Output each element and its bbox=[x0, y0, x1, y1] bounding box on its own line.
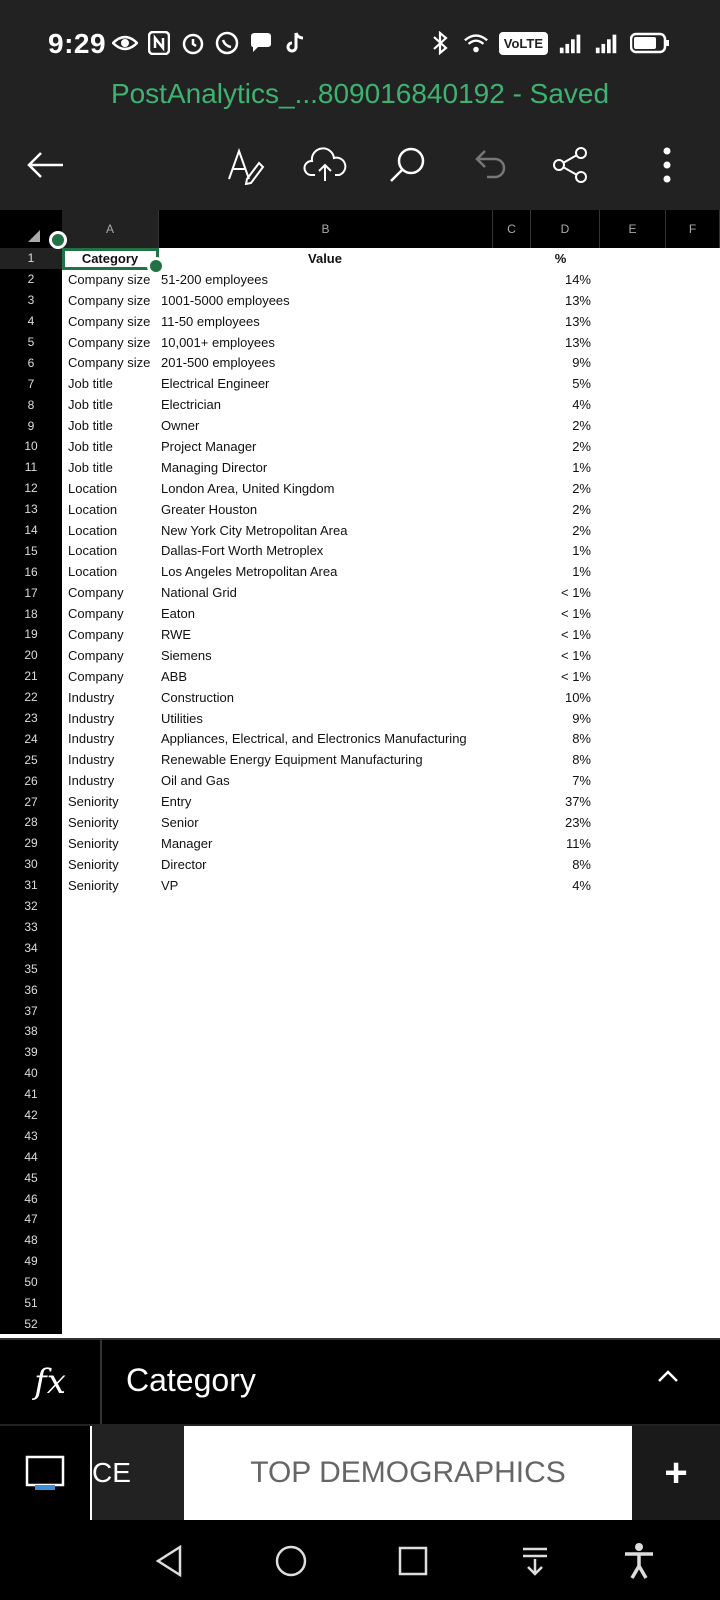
chat-icon bbox=[248, 30, 274, 56]
cell-b[interactable]: Eaton bbox=[161, 606, 195, 622]
search-button[interactable] bbox=[382, 140, 432, 190]
cell-b[interactable]: Project Manager bbox=[161, 438, 257, 454]
row-header[interactable]: 31 bbox=[24, 878, 38, 893]
cell-c[interactable]: < 1% bbox=[561, 585, 591, 601]
table-row bbox=[62, 332, 720, 353]
row-header[interactable]: 43 bbox=[24, 1128, 38, 1143]
cell-c[interactable]: 10% bbox=[564, 689, 591, 705]
cell-a[interactable]: Location bbox=[68, 522, 118, 538]
cell-a[interactable]: Company size bbox=[68, 292, 151, 308]
row-header[interactable]: 45 bbox=[24, 1170, 38, 1185]
undo-icon bbox=[469, 145, 509, 185]
cell-b[interactable]: 51-200 employees bbox=[161, 271, 268, 287]
sheet-list-button[interactable] bbox=[0, 1426, 90, 1520]
table-row bbox=[62, 749, 720, 770]
row-header[interactable]: 28 bbox=[24, 815, 38, 830]
table-row bbox=[62, 540, 720, 561]
status-bar bbox=[0, 0, 720, 80]
square-recents-icon bbox=[397, 1545, 429, 1577]
sheet-tab-previous[interactable]: CE bbox=[90, 1426, 184, 1520]
cell-a[interactable]: Industry bbox=[68, 773, 115, 789]
cell-c[interactable]: 5% bbox=[572, 376, 591, 392]
row-header[interactable]: 37 bbox=[24, 1003, 38, 1018]
cell-c[interactable]: 4% bbox=[572, 877, 591, 893]
table-row bbox=[62, 520, 720, 541]
cell-b[interactable]: Entry bbox=[161, 794, 192, 810]
formula-input[interactable]: Category bbox=[126, 1362, 256, 1398]
notification-icons bbox=[112, 30, 308, 56]
wifi-icon bbox=[463, 30, 489, 56]
cell-b[interactable]: Dallas-Fort Worth Metroplex bbox=[161, 543, 324, 559]
row-header[interactable]: 9 bbox=[27, 418, 35, 433]
row-header[interactable]: 32 bbox=[24, 899, 38, 914]
cell-c[interactable]: 1% bbox=[572, 459, 591, 475]
table-row bbox=[62, 687, 720, 708]
table-row bbox=[62, 770, 720, 791]
nav-notification-button[interactable] bbox=[510, 1536, 560, 1586]
table-row bbox=[62, 666, 720, 687]
row-header[interactable]: 47 bbox=[24, 1212, 38, 1227]
cell-a[interactable]: Location bbox=[68, 501, 118, 517]
more-vertical-icon bbox=[662, 147, 672, 183]
table-row bbox=[62, 499, 720, 520]
cell-b[interactable]: 11-50 employees bbox=[161, 313, 260, 329]
table-row bbox=[62, 478, 720, 499]
expand-formula-button[interactable] bbox=[656, 1368, 680, 1389]
undo-button[interactable] bbox=[464, 140, 514, 190]
spreadsheet-grid[interactable] bbox=[0, 210, 720, 1338]
row-header[interactable]: 14 bbox=[24, 523, 38, 538]
cell-c[interactable]: 13% bbox=[564, 334, 591, 350]
cell-b[interactable]: Manager bbox=[161, 835, 213, 851]
row-header[interactable]: 44 bbox=[24, 1149, 38, 1164]
cell-b[interactable]: RWE bbox=[161, 626, 192, 642]
cell-c[interactable]: 8% bbox=[572, 731, 591, 747]
cell-a[interactable]: Industry bbox=[68, 710, 115, 726]
cell-a[interactable]: Seniority bbox=[68, 794, 119, 810]
row-header[interactable]: 48 bbox=[24, 1233, 38, 1248]
cell-b[interactable]: Director bbox=[161, 856, 207, 872]
cell-c[interactable]: 8% bbox=[572, 856, 591, 872]
row-header[interactable]: 7 bbox=[27, 376, 35, 391]
add-sheet-button[interactable]: + bbox=[632, 1426, 720, 1520]
row-header[interactable]: 2 bbox=[27, 272, 35, 287]
table-row bbox=[62, 833, 720, 854]
column-header-d[interactable]: D bbox=[531, 210, 600, 248]
cell-b[interactable]: Siemens bbox=[161, 647, 212, 663]
share-button[interactable] bbox=[546, 140, 596, 190]
row-header[interactable]: 40 bbox=[24, 1066, 38, 1081]
table-row bbox=[62, 812, 720, 833]
row-header[interactable]: 36 bbox=[24, 982, 38, 997]
table-row bbox=[62, 875, 720, 896]
formula-bar bbox=[0, 1338, 720, 1424]
cell-b[interactable]: Owner bbox=[161, 418, 200, 434]
row-header[interactable]: 13 bbox=[24, 502, 38, 517]
column-headers bbox=[0, 210, 720, 248]
cell-b[interactable]: Electrician bbox=[161, 397, 221, 413]
cell-a[interactable]: Job title bbox=[68, 459, 113, 475]
cell-b[interactable]: 1001-5000 employees bbox=[161, 292, 290, 308]
cell-b[interactable]: Electrical Engineer bbox=[161, 376, 270, 392]
cell-c[interactable]: 7% bbox=[572, 773, 591, 789]
row-header[interactable]: 26 bbox=[24, 773, 38, 788]
table-row bbox=[62, 415, 720, 436]
system-nav-bar bbox=[0, 1522, 720, 1600]
cell-a[interactable]: Category bbox=[81, 250, 139, 266]
table-row bbox=[62, 373, 720, 394]
cell-b[interactable]: New York City Metropolitan Area bbox=[161, 522, 348, 538]
cell-a[interactable]: Company bbox=[68, 626, 124, 642]
eye-icon bbox=[112, 30, 138, 56]
row-header[interactable]: 34 bbox=[24, 940, 38, 955]
row-header[interactable]: 24 bbox=[24, 731, 38, 746]
circle-home-icon bbox=[274, 1544, 308, 1578]
row-header[interactable]: 46 bbox=[24, 1191, 38, 1206]
alarm-icon bbox=[180, 30, 206, 56]
row-header[interactable]: 39 bbox=[24, 1045, 38, 1060]
row-header[interactable]: 23 bbox=[24, 711, 38, 726]
cell-a[interactable]: Industry bbox=[68, 689, 115, 705]
cell-a[interactable]: Seniority bbox=[68, 856, 119, 872]
nav-home-button[interactable] bbox=[266, 1536, 316, 1586]
cell-c[interactable]: 8% bbox=[572, 752, 591, 768]
cell-b[interactable]: Renewable Energy Equipment Manufacturing bbox=[161, 752, 423, 768]
cell-a[interactable]: Job title bbox=[68, 418, 113, 434]
cell-a[interactable]: Location bbox=[68, 543, 118, 559]
nav-accessibility-button[interactable] bbox=[614, 1536, 664, 1586]
cell-b[interactable]: Greater Houston bbox=[161, 501, 258, 517]
cell-a[interactable]: Seniority bbox=[68, 835, 119, 851]
cell-c[interactable]: 2% bbox=[572, 522, 591, 538]
cell-c[interactable]: 2% bbox=[572, 501, 591, 517]
back-button[interactable] bbox=[20, 140, 70, 190]
cell-c[interactable]: 9% bbox=[572, 355, 591, 371]
cell-b[interactable]: Los Angeles Metropolitan Area bbox=[161, 564, 338, 580]
cell-c[interactable]: 1% bbox=[572, 543, 591, 559]
cell-c[interactable]: 13% bbox=[564, 292, 591, 308]
row-header[interactable]: 50 bbox=[24, 1275, 38, 1290]
row-header[interactable]: 33 bbox=[24, 919, 38, 934]
cell-c[interactable]: 2% bbox=[572, 438, 591, 454]
row-header[interactable]: 17 bbox=[24, 585, 38, 600]
accessibility-icon bbox=[622, 1542, 656, 1580]
row-header[interactable]: 4 bbox=[27, 314, 35, 329]
column-header-f[interactable]: F bbox=[666, 210, 720, 248]
table-row bbox=[62, 645, 720, 666]
sheet-tab-bar bbox=[0, 1426, 720, 1522]
cell-a[interactable]: Company size bbox=[68, 334, 151, 350]
cell-c[interactable]: < 1% bbox=[561, 668, 591, 684]
cell-b[interactable]: National Grid bbox=[161, 585, 237, 601]
table-row bbox=[62, 457, 720, 478]
cell-c[interactable]: 11% bbox=[565, 835, 591, 851]
cell-a[interactable]: Seniority bbox=[68, 814, 119, 830]
chevron-up-icon bbox=[656, 1368, 680, 1384]
cell-a[interactable]: Company bbox=[68, 606, 124, 622]
row-header[interactable]: 21 bbox=[24, 669, 38, 684]
row-header[interactable]: 18 bbox=[24, 606, 38, 621]
row-headers bbox=[0, 248, 62, 1334]
row-header[interactable]: 29 bbox=[24, 836, 38, 851]
cell-a[interactable]: Company bbox=[68, 668, 124, 684]
upload-button[interactable] bbox=[300, 140, 350, 190]
table-row bbox=[62, 311, 720, 332]
cell-b[interactable]: Senior bbox=[161, 814, 199, 830]
cell-c[interactable]: 1% bbox=[572, 564, 591, 580]
cell-a[interactable]: Industry bbox=[68, 731, 115, 747]
table-row bbox=[62, 352, 720, 373]
cell-b[interactable]: Appliances, Electrical, and Electronics Manufacturing bbox=[161, 731, 467, 747]
triangle-back-icon bbox=[154, 1544, 184, 1578]
cell-c[interactable]: % bbox=[554, 250, 567, 266]
cell-a[interactable]: Company size bbox=[68, 313, 151, 329]
selection-handle-end[interactable] bbox=[147, 257, 165, 275]
cell-b[interactable]: VP bbox=[161, 877, 179, 893]
cell-c[interactable]: < 1% bbox=[561, 647, 591, 663]
pull-down-icon bbox=[520, 1545, 550, 1577]
cell-a[interactable]: Company bbox=[68, 647, 124, 663]
table-row bbox=[62, 728, 720, 749]
row-header[interactable]: 22 bbox=[24, 690, 38, 705]
edit-text-button[interactable] bbox=[220, 140, 270, 190]
nav-back-button[interactable] bbox=[144, 1536, 194, 1586]
table-row bbox=[62, 854, 720, 875]
selected-cell-a1[interactable] bbox=[62, 248, 159, 270]
whatsapp-icon bbox=[214, 30, 240, 56]
row-header[interactable]: 10 bbox=[24, 439, 38, 454]
row-header[interactable]: 49 bbox=[24, 1254, 38, 1269]
nfc-icon bbox=[146, 30, 172, 56]
cell-grid[interactable] bbox=[62, 248, 720, 896]
cell-b[interactable]: London Area, United Kingdom bbox=[161, 480, 335, 496]
column-header-e[interactable]: E bbox=[600, 210, 666, 248]
volte-badge: VoLTE bbox=[499, 32, 548, 55]
cell-a[interactable]: Company size bbox=[68, 355, 151, 371]
bluetooth-icon bbox=[427, 30, 453, 56]
row-header[interactable]: 16 bbox=[24, 564, 38, 579]
cell-a[interactable]: Seniority bbox=[68, 877, 119, 893]
table-row bbox=[62, 290, 720, 311]
nav-recents-button[interactable] bbox=[388, 1536, 438, 1586]
cell-b[interactable]: Utilities bbox=[161, 710, 203, 726]
cell-c[interactable]: 2% bbox=[572, 418, 591, 434]
signal-icon-2 bbox=[594, 30, 620, 56]
column-header-a[interactable]: A bbox=[62, 210, 159, 248]
row-header[interactable]: 5 bbox=[27, 335, 35, 349]
cell-c[interactable]: < 1% bbox=[561, 626, 591, 642]
cell-a[interactable]: Company bbox=[68, 585, 124, 601]
cell-b[interactable]: 201-500 employees bbox=[161, 355, 276, 371]
cell-c[interactable]: 4% bbox=[572, 397, 591, 413]
cell-a[interactable]: Job title bbox=[68, 438, 113, 454]
cell-b[interactable]: ABB bbox=[161, 668, 188, 684]
fx-icon[interactable]: fx bbox=[0, 1340, 102, 1424]
cell-a[interactable]: Location bbox=[68, 480, 118, 496]
pen-text-icon bbox=[225, 145, 265, 185]
table-row bbox=[62, 708, 720, 729]
row-header[interactable]: 51 bbox=[24, 1295, 38, 1310]
cell-b[interactable]: Value bbox=[308, 250, 342, 266]
toolbar bbox=[0, 132, 720, 202]
row-header[interactable]: 42 bbox=[24, 1107, 38, 1122]
table-row bbox=[62, 603, 720, 624]
row-header[interactable]: 35 bbox=[24, 961, 38, 976]
cell-c[interactable]: 14% bbox=[564, 271, 591, 287]
cell-a[interactable]: Company size bbox=[68, 271, 151, 287]
file-title: PostAnalytics_...809016840192 - Saved bbox=[110, 78, 610, 109]
cell-a[interactable]: Job title bbox=[68, 397, 113, 413]
cell-c[interactable]: < 1% bbox=[561, 606, 591, 622]
cell-a[interactable]: Location bbox=[68, 564, 118, 580]
cloud-upload-icon bbox=[303, 145, 347, 185]
row-header[interactable]: 30 bbox=[24, 857, 38, 872]
row-header[interactable]: 19 bbox=[24, 627, 38, 642]
row-header[interactable]: 38 bbox=[24, 1024, 38, 1039]
search-icon bbox=[387, 145, 427, 185]
row-header[interactable]: 27 bbox=[24, 794, 38, 809]
cell-a[interactable]: Job title bbox=[68, 376, 113, 392]
cell-b[interactable]: 10,001+ employees bbox=[161, 334, 275, 350]
back-arrow-icon bbox=[25, 150, 65, 180]
more-options-button[interactable] bbox=[642, 140, 692, 190]
cell-b[interactable]: Managing Director bbox=[161, 459, 268, 475]
cell-c[interactable]: 9% bbox=[572, 710, 591, 726]
status-time: 9:29 bbox=[48, 28, 107, 59]
signal-icon bbox=[558, 30, 584, 56]
system-icons bbox=[427, 30, 670, 56]
table-row bbox=[62, 791, 720, 812]
table-row bbox=[62, 436, 720, 457]
row-header[interactable]: 11 bbox=[24, 460, 38, 475]
sheets-icon bbox=[23, 1453, 67, 1493]
cell-c[interactable]: 13% bbox=[564, 313, 591, 329]
cell-c[interactable]: 37% bbox=[564, 794, 591, 810]
cell-a[interactable]: Industry bbox=[68, 752, 115, 768]
share-icon bbox=[551, 145, 591, 185]
table-row bbox=[62, 582, 720, 603]
table-row bbox=[62, 561, 720, 582]
sheet-tab-top-demographics[interactable]: TOP DEMOGRAPHICS bbox=[184, 1426, 632, 1520]
column-header-b[interactable]: B bbox=[159, 210, 493, 248]
row-header[interactable]: 15 bbox=[24, 543, 38, 558]
row-header[interactable]: 41 bbox=[24, 1087, 38, 1102]
battery-icon bbox=[630, 30, 670, 56]
table-row bbox=[62, 394, 720, 415]
row-header[interactable]: 1 bbox=[0, 248, 62, 269]
row-header[interactable]: 25 bbox=[24, 752, 38, 767]
cell-b[interactable]: Oil and Gas bbox=[161, 773, 230, 789]
cell-c[interactable]: 2% bbox=[572, 480, 591, 496]
row-header[interactable]: 3 bbox=[27, 293, 35, 308]
tiktok-icon bbox=[282, 30, 308, 56]
cell-b[interactable]: Construction bbox=[161, 689, 234, 705]
table-row bbox=[62, 624, 720, 645]
row-header[interactable]: 8 bbox=[27, 397, 35, 412]
row-header[interactable]: 6 bbox=[27, 355, 35, 370]
row-header[interactable]: 20 bbox=[24, 648, 38, 663]
row-header[interactable]: 12 bbox=[24, 481, 38, 496]
column-header-c[interactable]: C bbox=[493, 210, 531, 248]
row-header[interactable]: 52 bbox=[24, 1316, 38, 1331]
cell-c[interactable]: 23% bbox=[564, 814, 591, 830]
selection-handle-start[interactable] bbox=[49, 231, 67, 249]
